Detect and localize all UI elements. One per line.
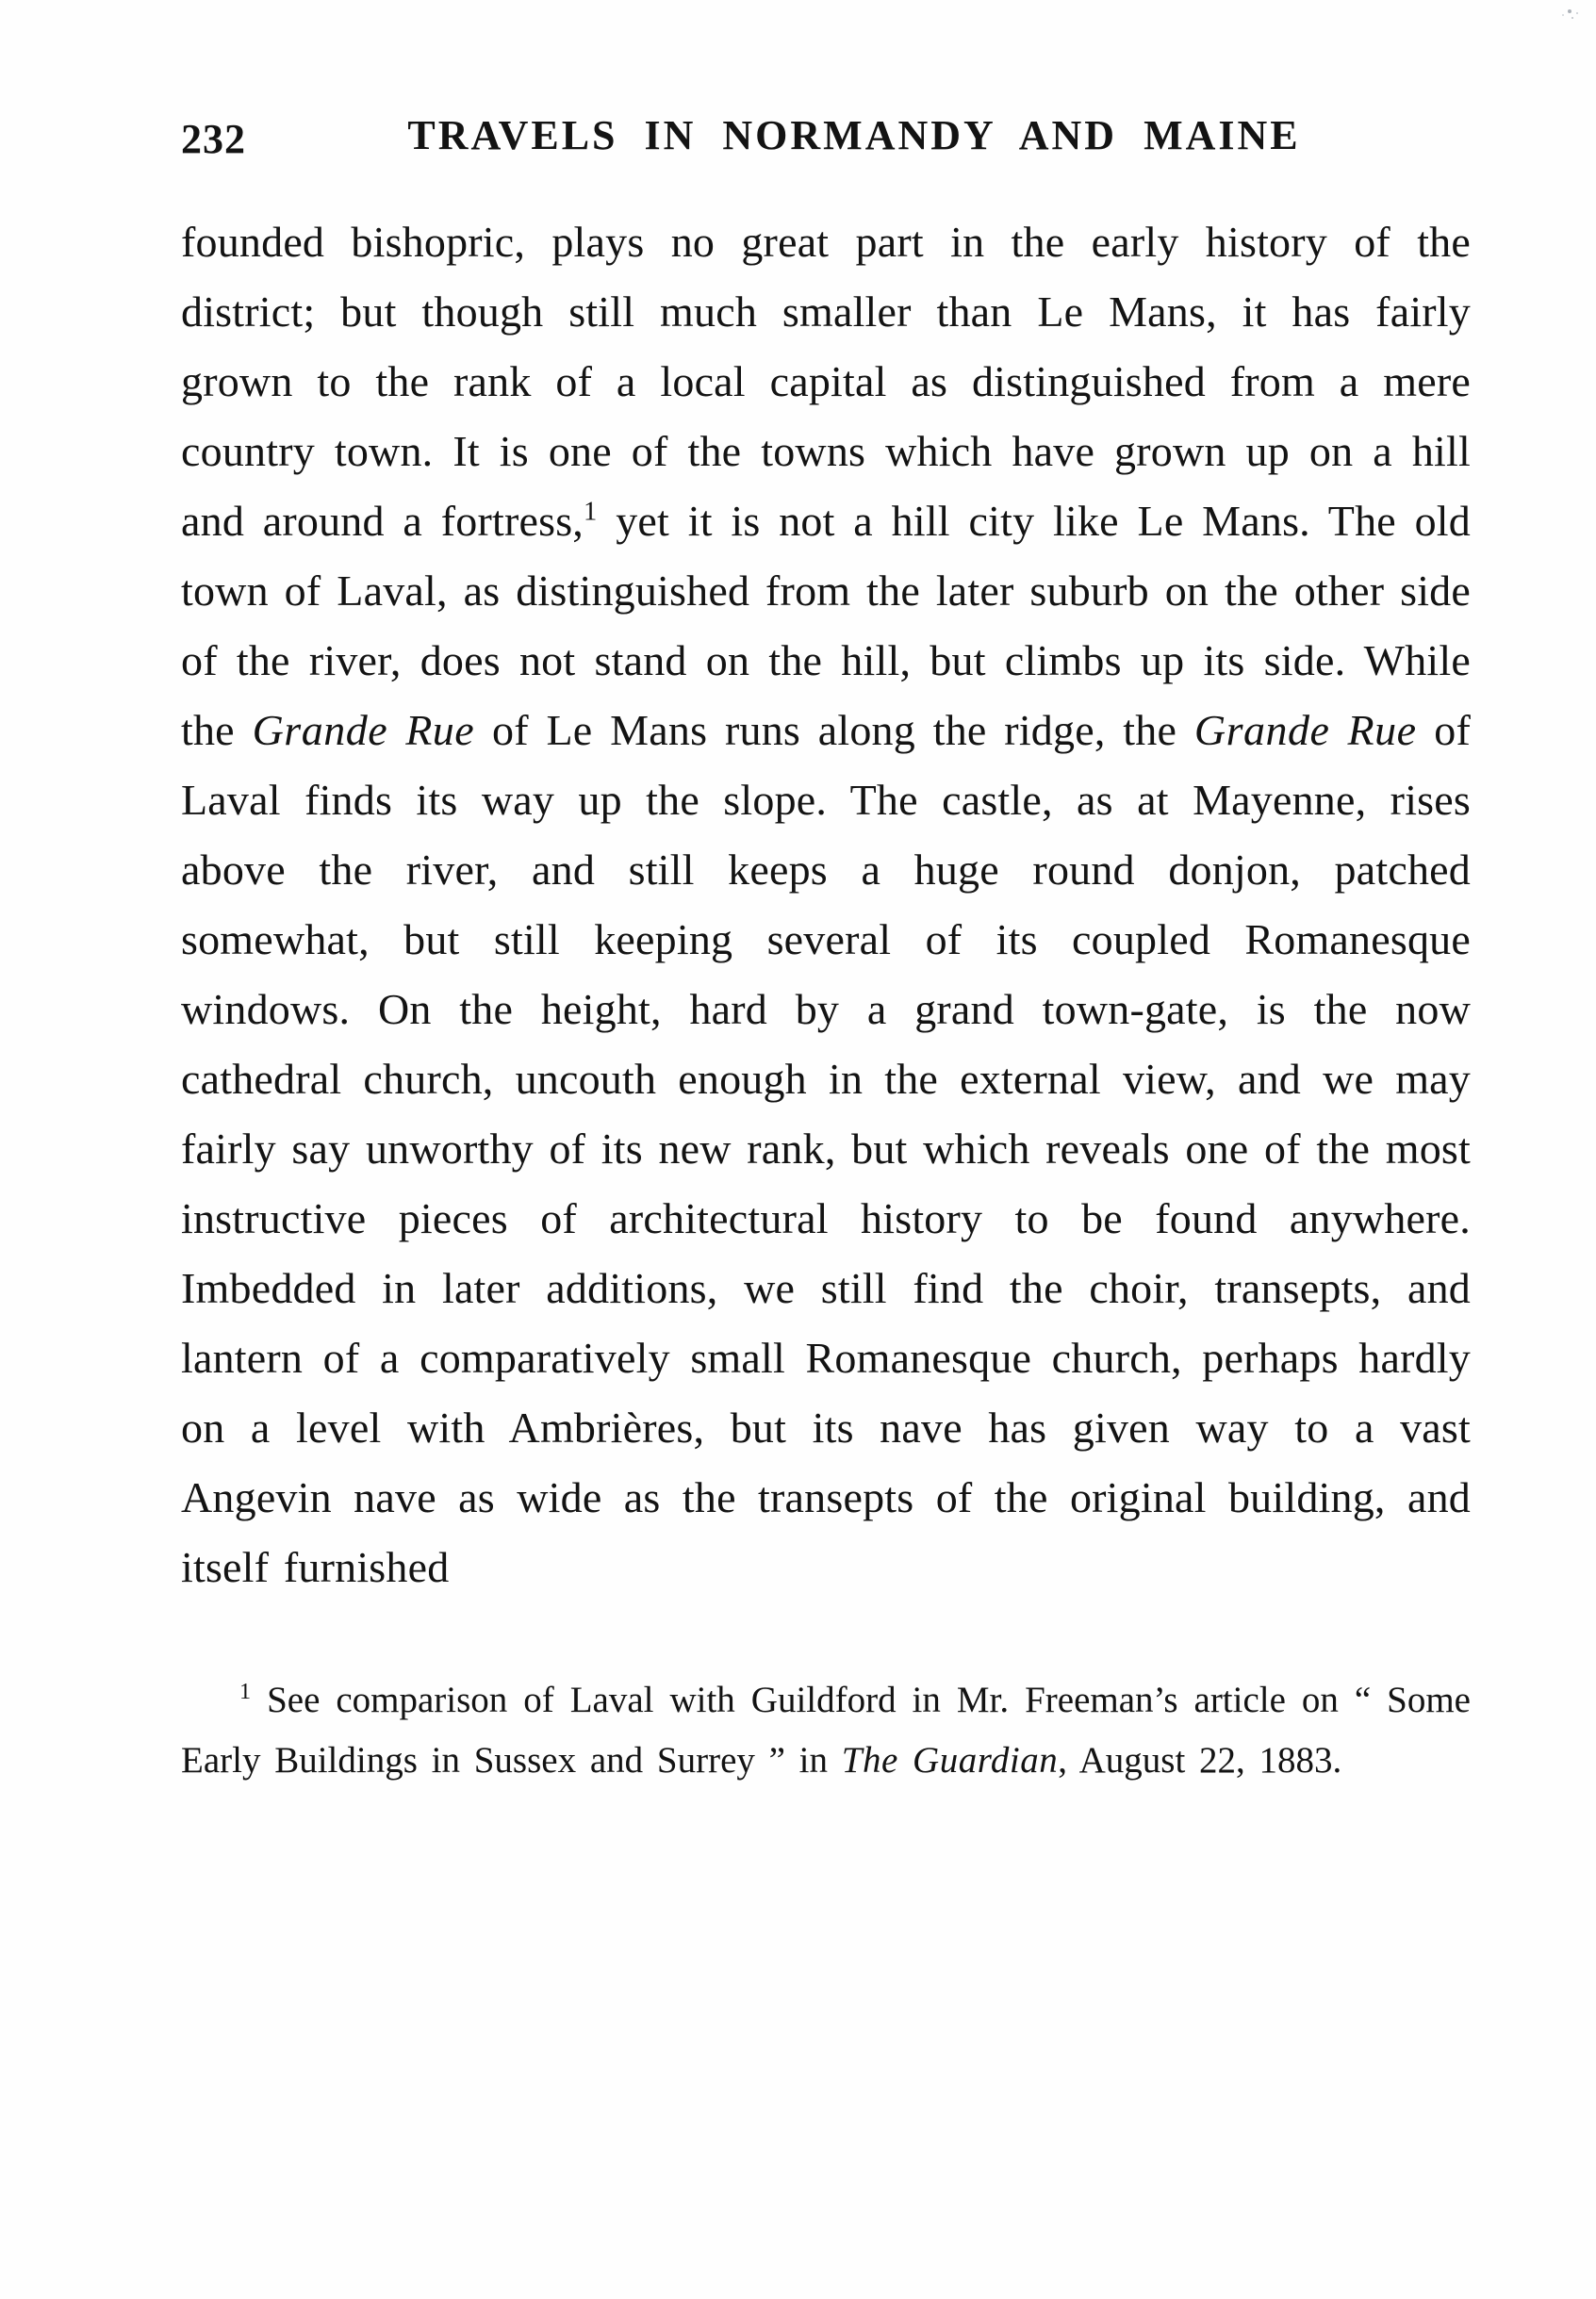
running-title: TRAVELS IN NORMANDY AND MAINE — [407, 112, 1301, 158]
body-text-4: of Laval finds its way up the slope. The castle, as at Mayenne, rises above the river, and still keeps a huge round donjon, patched somewhat, but still keeping several of its coupled Romanesque windows. On the height, hard by a grand town-gate, is the now cathedral church, uncouth enough in the external view, and we may fairly say unworthy of its new rank, but which reveals one of the most instructive pieces of architectural history to be found anywhere. Imbedded in later additions, we still find the choir, transepts, and lantern of a comparatively small Romanesque church, perhaps hardly on a level with Ambrières, but its nave has given way to a vast Angevin nave as wide as the transepts of the original building, and itself furnished — [181, 706, 1472, 1591]
scan-artifact — [1568, 9, 1571, 13]
footnote-italic-guardian: The Guardian — [841, 1740, 1059, 1781]
page-header — [181, 111, 1471, 166]
text-column — [181, 111, 1471, 1791]
body-text-2: yet it is not a hill city like Le Mans. The old town of Laval, as distinguished from the later suburb on the other side of the river, does not stand on the hill, but climbs up its side. While the — [181, 497, 1471, 754]
body-text-3: of Le Mans runs along the ridge, the — [474, 706, 1194, 754]
body-text-1: founded bishopric, plays no great part in the early history of the district; but though still much smaller than Le Mans, it has fairly grown to the rank of a local capital as distinguished from a mere country town. It is one of the towns which have grown up on a hill and around a fortress, — [181, 218, 1471, 545]
body-italic-grande-rue-1: Grande Rue — [252, 706, 475, 754]
body-italic-grande-rue-2: Grande Rue — [1193, 706, 1417, 754]
body-paragraph — [181, 207, 1471, 1602]
footnote-number: 1 — [239, 1679, 252, 1704]
footnote — [181, 1670, 1471, 1791]
footnote-marker: 1 — [584, 497, 598, 527]
page-number: 232 — [181, 116, 246, 162]
footnote-text-2: , August 22, 1883. — [1058, 1740, 1342, 1781]
footnote-text-1: See comparison of Laval with Guildford in Mr. Freeman’s article on “ Some Early Buildings in Sussex and Surrey ” in — [181, 1680, 1471, 1781]
